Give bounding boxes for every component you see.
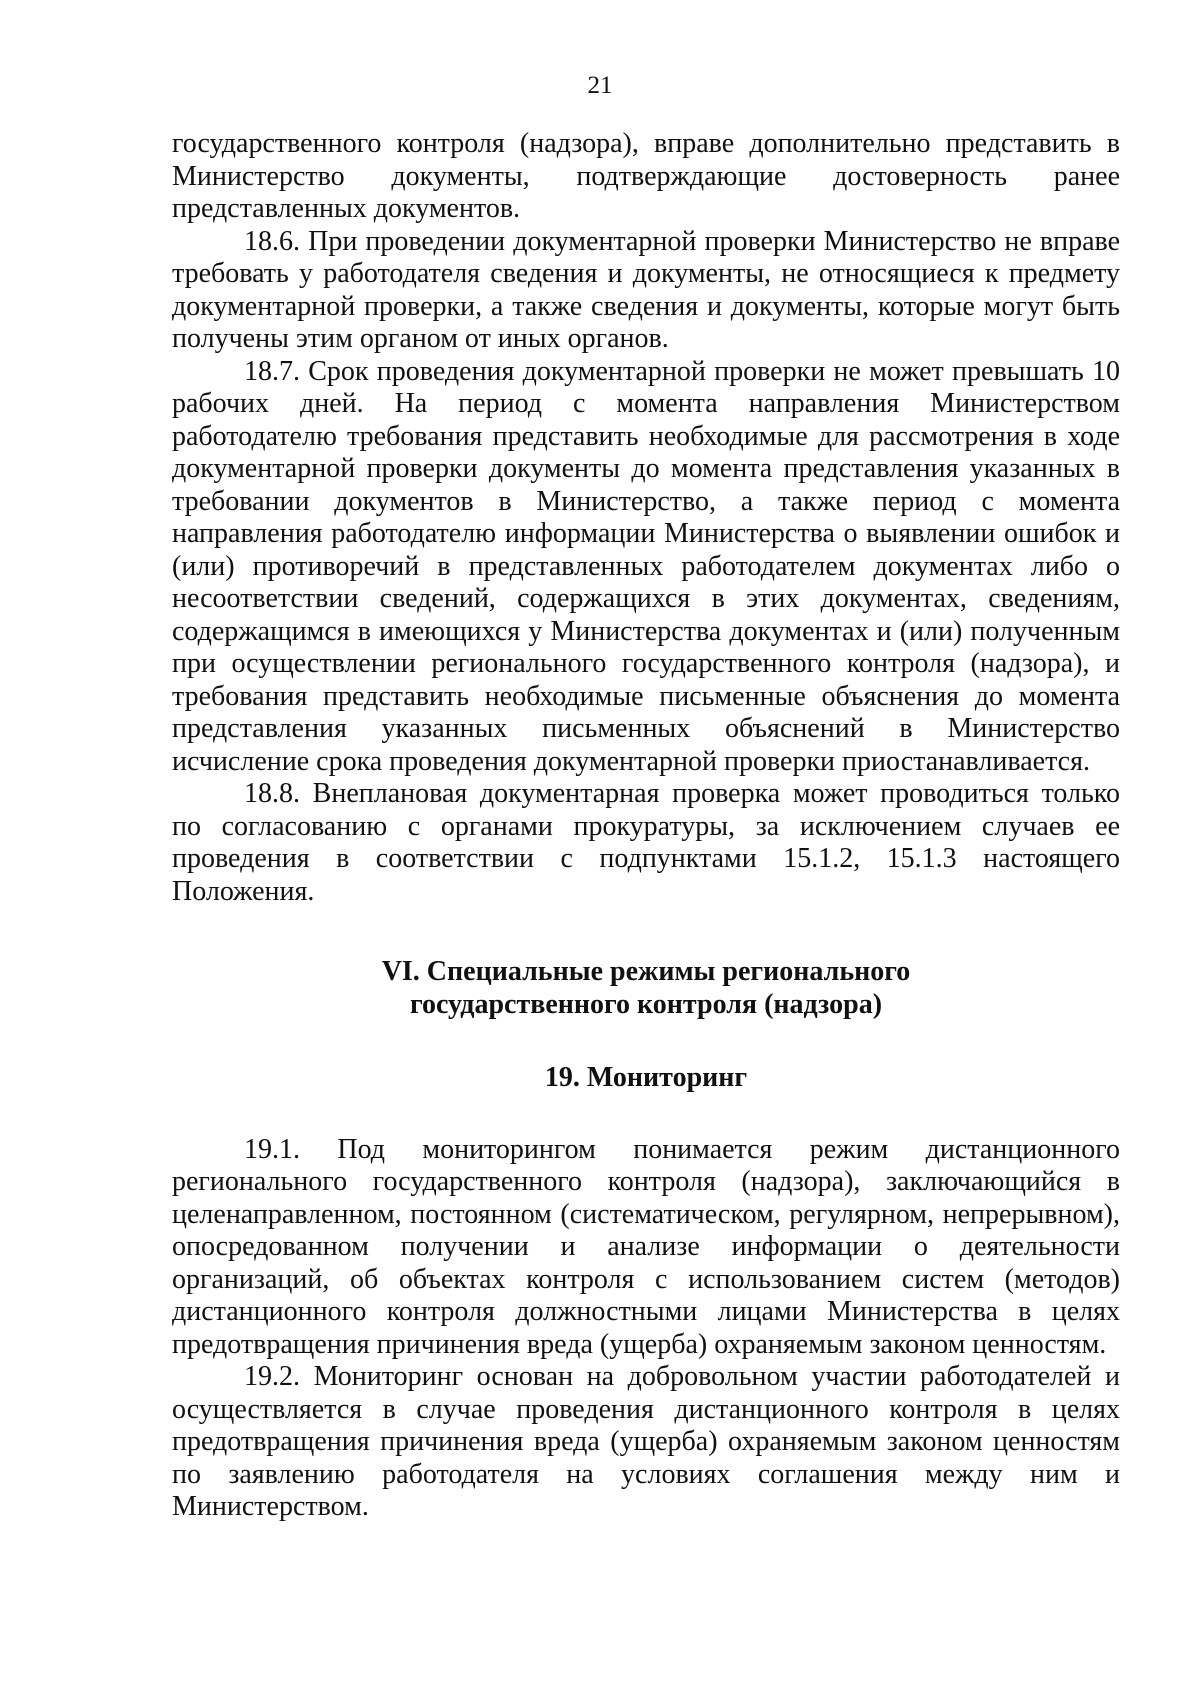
page-number: 21 xyxy=(587,72,613,99)
paragraph-18-7: 18.7. Срок проведения документарной проверки не может превышать 10 рабочих дней. На период с момента направления Министерством работодателю требования представить необходимые для рассмотрения в ходе документарной проверки документы до момента представления указанных в требовании документов в Министерство, а также период с момента направления работодателю информации Министерства о выявлении ошибок и (или) противоречий в представленных работодателем документах либо о несоответствии сведений, содержащихся в этих документах, сведениям, содержащимся в имеющихся у Министерства документах и (или) полученным при осуществлении регионального государственного контроля (надзора), и требования представить необходимые письменные объяснения до момента представления указанных письменных объяснений в Министерство исчисление срока проведения документарной проверки приостанавливается. xyxy=(172,355,1120,777)
paragraph-19-2: 19.2. Мониторинг основан на добровольном участии работодателей и осуществляется в случае проведения дистанционного контроля в целях предотвращения причинения вреда (ущерба) охраняемым законом ценностям по заявлению работодателя на условиях соглашения между ним и Министерством. xyxy=(172,1361,1120,1522)
subsection-heading-block xyxy=(172,1062,1120,1095)
paragraph-18-8: 18.8. Внеплановая документарная проверка может проводиться только по согласованию с органами прокуратуры, за исключением случаев ее проведения в соответствии с подпунктами 15.1.2, 15.1.3 настоящего Положения. xyxy=(172,778,1120,907)
paragraph-continuation: государственного контроля (надзора), вправе дополнительно представить в Министерство документы, подтверждающие достоверность ранее представленных документов. xyxy=(172,128,1120,224)
subsection-heading: 19. Мониторинг xyxy=(544,1062,748,1093)
paragraph-18-6: 18.6. При проведении документарной проверки Министерство не вправе требовать у работодателя сведения и документы, не относящиеся к предмету документарной проверки, а также сведения и документы, которые могут быть получены этим органом от иных органов. xyxy=(172,225,1120,354)
section-heading-line-2: государственного контроля (надзора) xyxy=(409,988,883,1020)
section-heading xyxy=(172,956,1120,1021)
section-heading-line-1: VI. Специальные режимы регионального xyxy=(381,956,911,987)
document-body xyxy=(172,128,1120,1524)
paragraph-19-1: 19.1. Под мониторингом понимается режим дистанционного регионального государственного контроля (надзора), заключающийся в целенаправленном, постоянном (систематическом, регулярном, непрерывном), опосредованном получении и анализе информации о деятельности организаций, об объектах контроля с использованием систем (методов) дистанционного контроля должностными лицами Министерства в целях предотвращения причинения вреда (ущерба) охраняемым законом ценностям. xyxy=(172,1133,1120,1360)
